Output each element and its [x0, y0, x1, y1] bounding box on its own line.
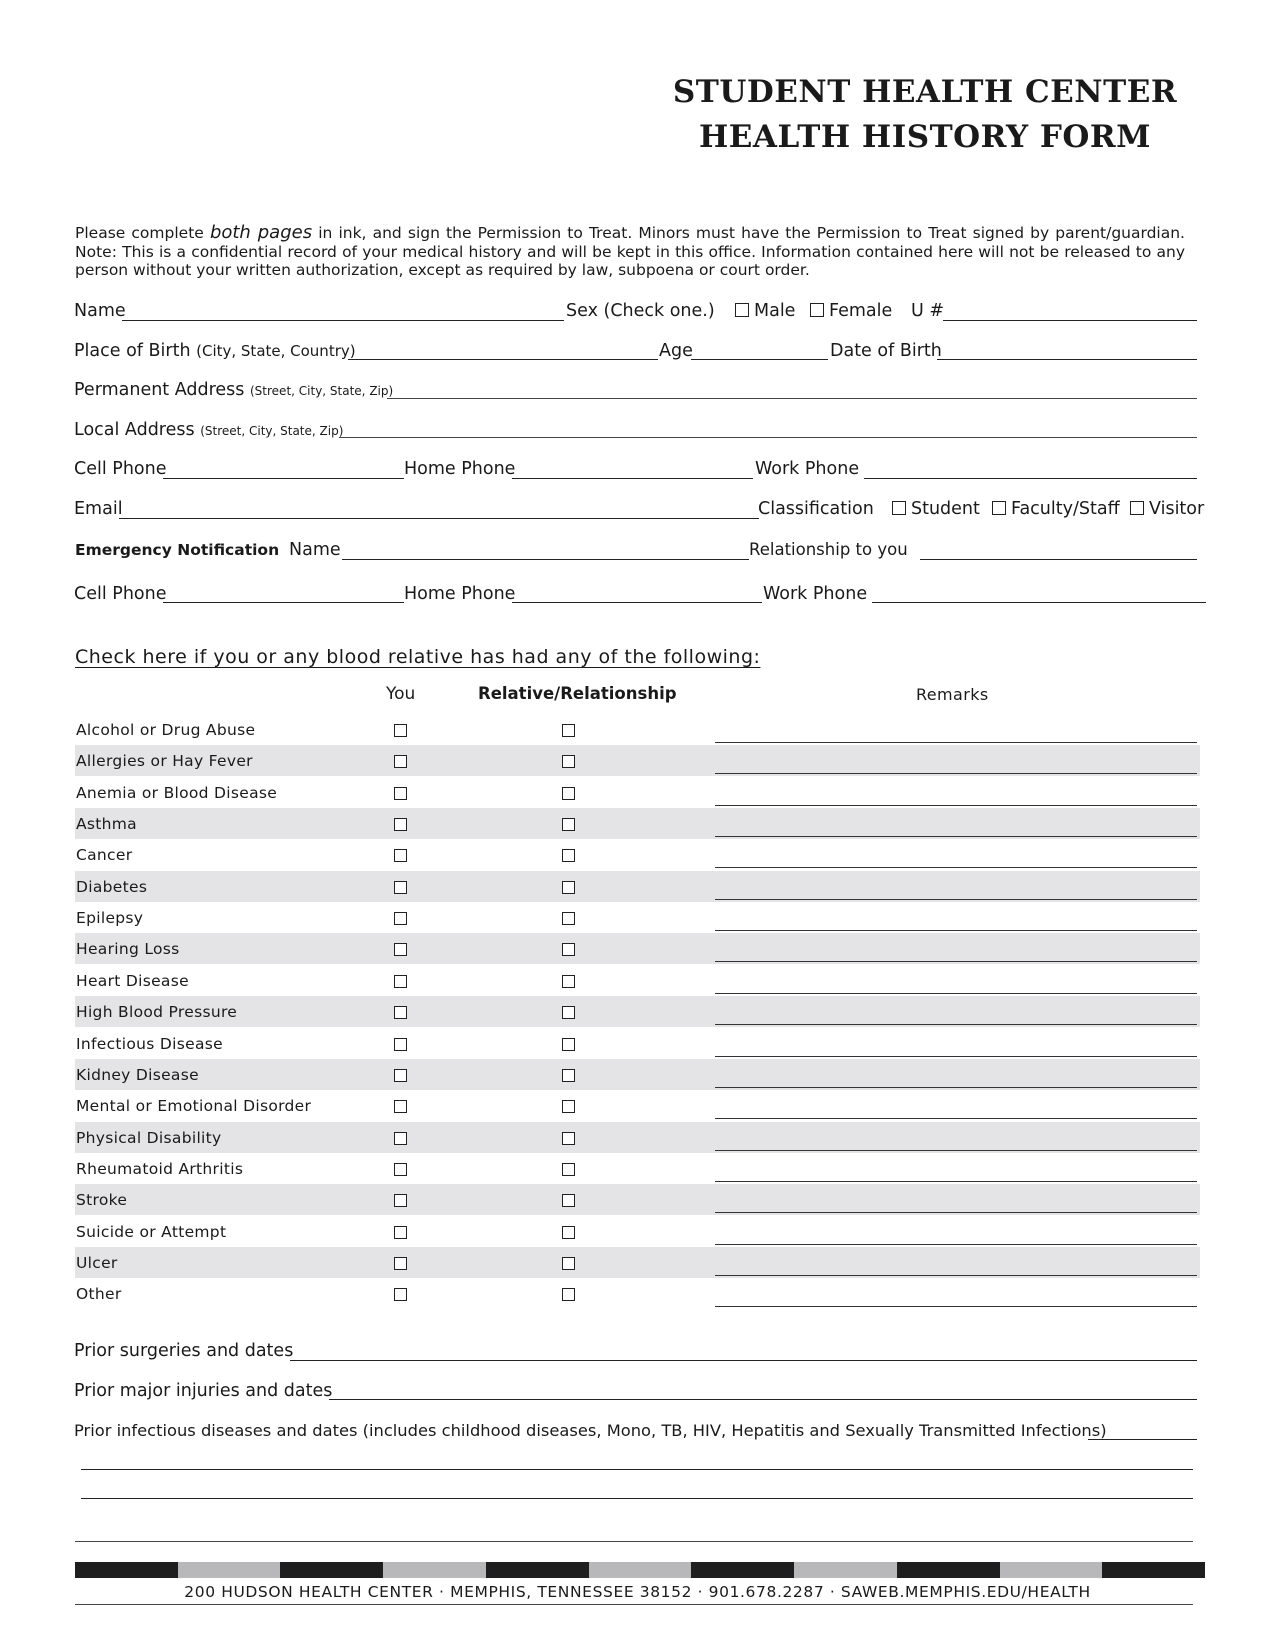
cell-phone-label: Cell Phone: [74, 459, 167, 479]
you-checkbox[interactable]: [394, 881, 407, 894]
row-shade: [75, 1184, 1200, 1215]
you-checkbox[interactable]: [394, 1006, 407, 1019]
relative-checkbox[interactable]: [562, 1257, 575, 1270]
emergency-title: Emergency Notification: [75, 541, 280, 559]
student-label: Student: [911, 499, 980, 519]
home-phone-label: Home Phone: [404, 459, 516, 479]
condition-label: Anemia or Blood Disease: [76, 783, 278, 802]
emergency-name-field[interactable]: [342, 559, 749, 560]
bar-dark-segment: [897, 1562, 1000, 1578]
name-field[interactable]: [122, 320, 564, 321]
relative-checkbox[interactable]: [562, 818, 575, 831]
remarks-line[interactable]: [715, 961, 1197, 962]
you-checkbox[interactable]: [394, 975, 407, 988]
relative-checkbox[interactable]: [562, 881, 575, 894]
row-shade: [75, 1122, 1200, 1153]
condition-label: Hearing Loss: [76, 940, 180, 959]
email-label: Email: [74, 499, 123, 519]
row-shade: [75, 1247, 1200, 1278]
cell-phone-field[interactable]: [163, 478, 404, 479]
remarks-line[interactable]: [715, 836, 1197, 837]
relative-checkbox[interactable]: [562, 724, 575, 737]
remarks-line[interactable]: [715, 1212, 1197, 1213]
relative-checkbox[interactable]: [562, 975, 575, 988]
prior-infectious-line-2[interactable]: [81, 1469, 1193, 1470]
remarks-line[interactable]: [715, 773, 1197, 774]
you-checkbox[interactable]: [394, 755, 407, 768]
condition-label: Cancer: [76, 846, 133, 865]
you-checkbox[interactable]: [394, 1163, 407, 1176]
place-of-birth-hint: (City, State, Country): [196, 342, 356, 360]
you-checkbox[interactable]: [394, 1132, 407, 1145]
footer-rule: [75, 1604, 1193, 1605]
col-remarks-header: Remarks: [916, 685, 989, 704]
bar-light-segment: [383, 1562, 486, 1578]
classification-label: Classification: [758, 499, 874, 519]
condition-label: Allergies or Hay Fever: [76, 752, 253, 771]
bar-dark-segment: [691, 1562, 794, 1578]
you-checkbox[interactable]: [394, 1288, 407, 1301]
relative-checkbox[interactable]: [562, 943, 575, 956]
footer-address: 200 HUDSON HEALTH CENTER · MEMPHIS, TENNESSEE 38152 · 901.678.2287 · SAWEB.MEMPHIS.EDU/HEALTH: [184, 1583, 1091, 1601]
remarks-line[interactable]: [715, 1087, 1197, 1088]
row-shade: [75, 933, 1200, 964]
instructions: [75, 224, 1185, 280]
place-of-birth-field[interactable]: [348, 359, 658, 360]
home-phone-field[interactable]: [512, 478, 753, 479]
local-address-label: Local Address: [74, 420, 195, 440]
instructions-emphasis: both pages: [209, 222, 313, 243]
emergency-name-label: Name: [289, 540, 341, 560]
remarks-line[interactable]: [715, 1024, 1197, 1025]
place-of-birth-label: Place of Birth: [74, 341, 191, 361]
local-address-hint: (Street, City, State, Zip): [200, 424, 344, 438]
you-checkbox[interactable]: [394, 724, 407, 737]
instructions-part1: Please complete: [75, 224, 210, 242]
condition-label: Asthma: [76, 815, 137, 834]
condition-label: Rheumatoid Arthritis: [76, 1159, 244, 1178]
male-checkbox[interactable]: [735, 303, 749, 317]
condition-label: Ulcer: [76, 1253, 118, 1272]
emergency-relationship-label: Relationship to you: [749, 540, 908, 559]
remarks-line[interactable]: [715, 1118, 1197, 1119]
remarks-line[interactable]: [715, 899, 1197, 900]
prior-injuries-label: Prior major injuries and dates: [74, 1381, 333, 1401]
relative-checkbox[interactable]: [562, 1194, 575, 1207]
remarks-line[interactable]: [715, 993, 1197, 994]
visitor-checkbox[interactable]: [1130, 501, 1144, 515]
relative-checkbox[interactable]: [562, 1069, 575, 1082]
you-checkbox[interactable]: [394, 1194, 407, 1207]
age-field[interactable]: [691, 359, 828, 360]
condition-label: Heart Disease: [76, 971, 189, 990]
relative-checkbox[interactable]: [562, 1226, 575, 1239]
bar-light-segment: [794, 1562, 897, 1578]
permanent-address-label: Permanent Address: [74, 380, 245, 400]
remarks-line[interactable]: [715, 1244, 1197, 1245]
bar-dark-segment: [280, 1562, 383, 1578]
bar-light-segment: [1000, 1562, 1103, 1578]
work-phone-label: Work Phone: [755, 459, 860, 479]
emergency-work-phone-field[interactable]: [872, 602, 1206, 603]
condition-label: Other: [76, 1285, 122, 1304]
remarks-line[interactable]: [715, 867, 1197, 868]
condition-label: Suicide or Attempt: [76, 1222, 227, 1241]
remarks-line[interactable]: [715, 1306, 1197, 1307]
permanent-address-hint: (Street, City, State, Zip): [250, 384, 394, 398]
sex-label: Sex (Check one.): [566, 301, 715, 321]
emergency-relationship-field[interactable]: [920, 559, 1197, 560]
row-shade: [75, 996, 1200, 1027]
name-label: Name: [74, 301, 126, 321]
bar-light-segment: [589, 1562, 692, 1578]
relative-checkbox[interactable]: [562, 912, 575, 925]
form-title-line1: STUDENT HEALTH CENTER: [672, 74, 1178, 110]
u-number-label: U #: [911, 301, 945, 321]
condition-label: Alcohol or Drug Abuse: [76, 721, 256, 739]
prior-infectious-field[interactable]: [1088, 1439, 1197, 1440]
relative-checkbox[interactable]: [562, 1100, 575, 1113]
condition-label: Diabetes: [76, 877, 148, 896]
remarks-line[interactable]: [715, 930, 1197, 931]
prior-surgeries-field[interactable]: [290, 1360, 1197, 1361]
condition-label: Kidney Disease: [76, 1065, 199, 1084]
email-field[interactable]: [119, 518, 759, 519]
you-checkbox[interactable]: [394, 787, 407, 800]
form-title-line2: HEALTH HISTORY FORM: [699, 119, 1151, 155]
bar-dark-segment: [1102, 1562, 1205, 1578]
condition-label: Physical Disability: [76, 1128, 222, 1147]
you-checkbox[interactable]: [394, 1069, 407, 1082]
prior-infectious-line-3[interactable]: [81, 1498, 1193, 1499]
female-checkbox[interactable]: [810, 303, 824, 317]
remarks-line[interactable]: [715, 742, 1197, 743]
col-you-header: You: [386, 684, 416, 704]
condition-label: Mental or Emotional Disorder: [76, 1097, 312, 1116]
faculty-staff-label: Faculty/Staff: [1011, 499, 1120, 519]
emergency-home-phone-field[interactable]: [512, 602, 762, 603]
you-checkbox[interactable]: [394, 818, 407, 831]
u-number-field[interactable]: [943, 320, 1197, 321]
relative-checkbox[interactable]: [562, 1006, 575, 1019]
you-checkbox[interactable]: [394, 1100, 407, 1113]
you-checkbox[interactable]: [394, 943, 407, 956]
row-shade: [75, 1059, 1200, 1090]
relative-checkbox[interactable]: [562, 1038, 575, 1051]
instructions-part2: in ink, and sign the Permission to Treat. Minors must have the Permission to Treat signed by parent/guardian. Note: This is a confidential record of your medical history and will be kept in this office. Information contained here will not be released to any person without your written authorization, except as required by law, subpoena or court order.: [75, 224, 1185, 279]
bar-light-segment: [178, 1562, 281, 1578]
row-shade: [75, 871, 1200, 902]
remarks-line[interactable]: [715, 1056, 1197, 1057]
relative-checkbox[interactable]: [562, 849, 575, 862]
visitor-label: Visitor: [1149, 499, 1205, 519]
emergency-work-phone-label: Work Phone: [763, 584, 868, 604]
remarks-line[interactable]: [715, 1181, 1197, 1182]
bar-dark-segment: [486, 1562, 589, 1578]
relative-checkbox[interactable]: [562, 1288, 575, 1301]
col-relative-header: Relative/Relationship: [478, 684, 677, 703]
remarks-line[interactable]: [715, 805, 1197, 806]
you-checkbox[interactable]: [394, 849, 407, 862]
row-shade: [75, 808, 1200, 839]
you-checkbox[interactable]: [394, 1257, 407, 1270]
dob-field[interactable]: [937, 359, 1197, 360]
relative-checkbox[interactable]: [562, 1163, 575, 1176]
remarks-line[interactable]: [715, 1275, 1197, 1276]
bar-dark-segment: [75, 1562, 178, 1578]
work-phone-field[interactable]: [864, 478, 1197, 479]
relative-checkbox[interactable]: [562, 787, 575, 800]
condition-label: Stroke: [76, 1191, 128, 1210]
female-label: Female: [829, 301, 893, 321]
emergency-cell-phone-field[interactable]: [163, 602, 404, 603]
permanent-address-field[interactable]: [387, 398, 1197, 399]
student-checkbox[interactable]: [892, 501, 906, 515]
you-checkbox[interactable]: [394, 912, 407, 925]
local-address-field[interactable]: [339, 437, 1197, 438]
emergency-cell-phone-label: Cell Phone: [74, 584, 167, 604]
prior-injuries-field[interactable]: [329, 1399, 1197, 1400]
relative-checkbox[interactable]: [562, 755, 575, 768]
relative-checkbox[interactable]: [562, 1132, 575, 1145]
prior-infectious-label: Prior infectious diseases and dates (includes childhood diseases, Mono, TB, HIV, Hepatitis and Sexually Transmitted Infections): [74, 1421, 1107, 1440]
age-label: Age: [659, 341, 693, 361]
prior-surgeries-label: Prior surgeries and dates: [74, 1341, 294, 1361]
prior-infectious-line-4[interactable]: [75, 1541, 1193, 1542]
dob-label: Date of Birth: [830, 341, 942, 361]
condition-label: High Blood Pressure: [76, 1003, 238, 1022]
emergency-home-phone-label: Home Phone: [404, 584, 516, 604]
remarks-line[interactable]: [715, 1150, 1197, 1151]
you-checkbox[interactable]: [394, 1226, 407, 1239]
faculty-staff-checkbox[interactable]: [992, 501, 1006, 515]
condition-label: Epilepsy: [76, 909, 144, 928]
history-heading: Check here if you or any blood relative has had any of the following:: [75, 646, 761, 668]
you-checkbox[interactable]: [394, 1038, 407, 1051]
condition-label: Infectious Disease: [76, 1034, 223, 1053]
male-label: Male: [754, 301, 796, 321]
